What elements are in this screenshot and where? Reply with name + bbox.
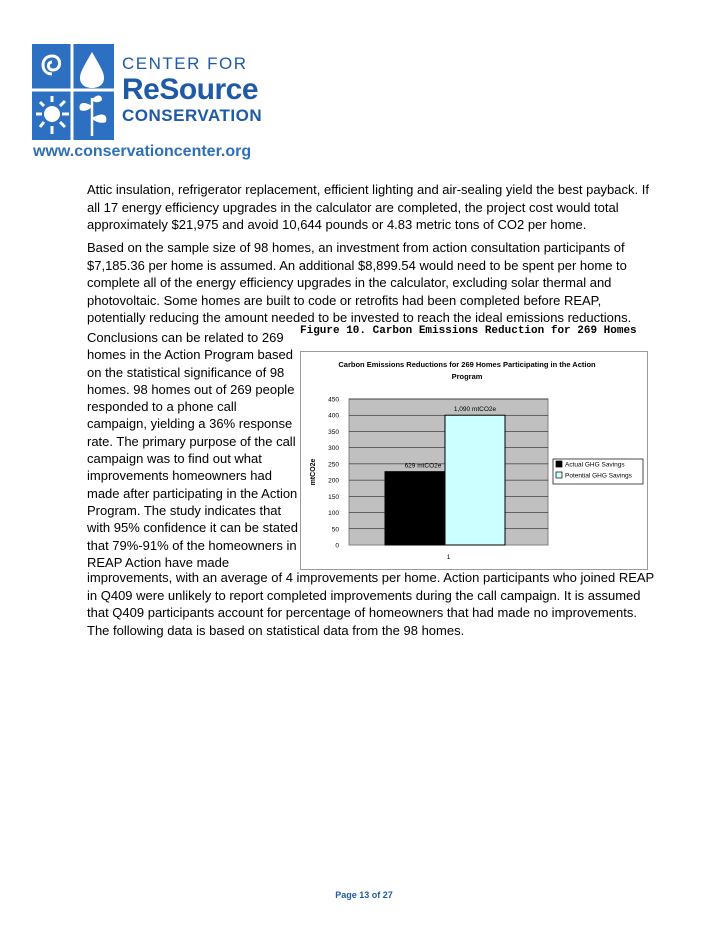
legend-swatch — [556, 472, 562, 478]
bar-actual — [385, 472, 445, 545]
y-tick-label: 350 — [328, 428, 339, 436]
logo-mark-icon — [32, 44, 114, 140]
paragraph-conclusions-column: Conclusions can be related to 269 homes in the Action Program based on the statistical significance of 98 homes. 98 homes out of 269 people responded to a phone call campaign, yielding a 36% response rate. The primary purpose of the call campaign was to find out what improvements homeowners had made after participating in the Action Program. The study indicates that with 95% confidence it can be stated that 79%-91% of the homeowners in REAP Action have made — [87, 330, 299, 570]
logo-line-2: ReSource — [122, 73, 259, 106]
x-tick-label: 1 — [446, 554, 451, 561]
y-tick-label: 50 — [331, 526, 339, 534]
website-url: www.conservationcenter.org — [33, 143, 252, 160]
page-number: Page 13 of 27 — [335, 890, 393, 900]
y-tick-label: 450 — [328, 396, 339, 404]
legend-label: Actual GHG Savings — [565, 461, 625, 469]
logo-line-3: CONSERVATION — [122, 106, 263, 125]
paragraph-conclusions-tail: improvements, with an average of 4 improvements per home. Action participants who joined REAP in Q409 were unlikely to report completed improvements during the call campaign. It is assumed that Q409 participants account for percentage of homeowners that had made no improvements. The following data is based on statistical data from the 98 homes. — [87, 570, 654, 638]
carbon-chart — [300, 351, 648, 570]
logo-line-1: CENTER FOR — [122, 54, 248, 73]
logo-wordmark — [122, 54, 262, 126]
paragraph-investment: Based on the sample size of 98 homes, an investment from action consultation participants of $7,185.36 per home is assumed. An additional $8,899.54 would need to be spent per home to complete all of the energy efficiency upgrades in the calculator, excluding solar thermal and photovoltaic. Some homes are built to code or retrofits had been completed before REAP, potentially reducing the amount needed to be invested to reach the ideal emissions reductions. — [87, 240, 632, 325]
legend-swatch — [556, 461, 562, 467]
y-tick-label: 400 — [328, 412, 339, 420]
y-axis-label: mtCO2e — [310, 458, 317, 486]
y-tick-label: 100 — [328, 510, 339, 518]
legend-label: Potential GHG Savings — [565, 472, 632, 480]
y-tick-label: 0 — [335, 542, 339, 550]
y-tick-label: 300 — [328, 445, 339, 453]
data-label-potential: 1,090 mtCO2e — [453, 406, 497, 414]
figure-caption: Figure 10. Carbon Emissions Reduction for 269 Homes — [300, 325, 637, 337]
chart-title: Carbon Emissions Reductions for 269 Homes Participating in the Action Program — [338, 360, 596, 381]
chart-canvas — [301, 352, 647, 569]
bar-potential — [445, 415, 505, 545]
data-label-actual: 629 mtCO2e — [404, 462, 442, 470]
y-tick-label: 250 — [328, 461, 339, 469]
y-tick-label: 150 — [328, 493, 339, 501]
y-tick-label: 200 — [328, 477, 339, 485]
organization-logo — [32, 44, 263, 140]
paragraph-payback: Attic insulation, refrigerator replacement, efficient lighting and air-sealing yield the best payback. If all 17 energy efficiency upgrades in the calculator are completed, the project cost would total approximately $21,975 and avoid 10,644 pounds or 4.83 metric tons of CO2 per home. — [87, 182, 649, 232]
